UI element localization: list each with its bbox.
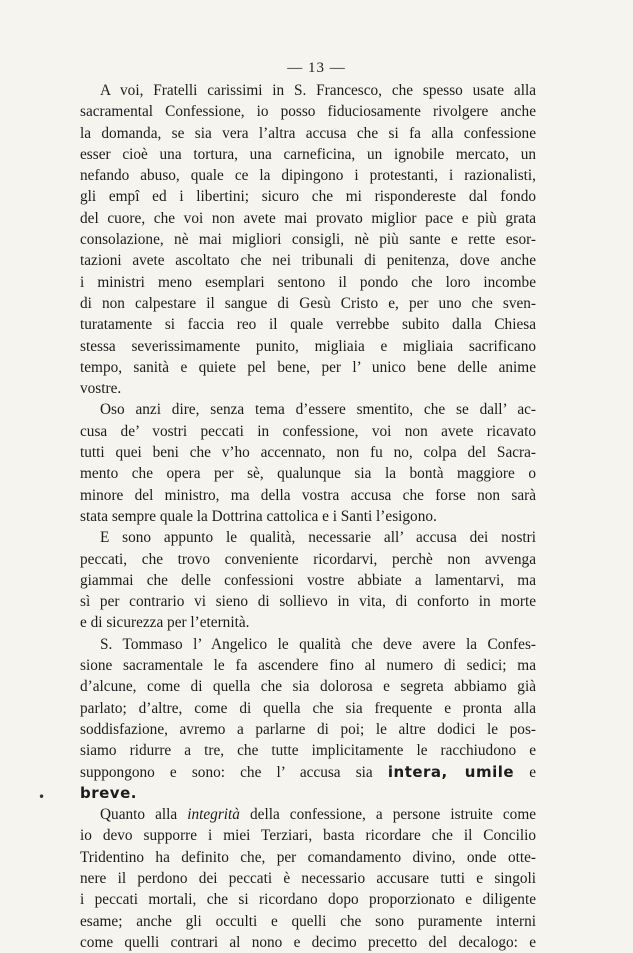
text-line: A voi, Fratelli carissimi in S. Francesco, che spesso usate alla — [100, 82, 536, 99]
text-line: tutti quei beni che v’ho accennato, non fu no, colpa del Sacra- — [80, 444, 536, 462]
text-line-mixed — [80, 762, 536, 783]
text-line: tazioni avete ascoltato che nei tribunali di penitenza, dove anche — [80, 252, 536, 270]
text-line: parlato; d’altre, come di quella che sia frequente e pronta alla — [80, 699, 536, 717]
text-line: esame; anche gli occulti e quelli che sono puramente interni — [80, 912, 536, 930]
text-line: stata sempre quale la Dottrina cattolica e i Santi l’esigono. — [80, 507, 437, 525]
text-line: sione sacramentale le fa ascendere fino al numero di sedici; ma — [80, 657, 536, 675]
text-line: e di sicurezza per l’eternità. — [80, 614, 250, 632]
text-segment: e — [529, 763, 536, 781]
text-line-mixed — [80, 804, 536, 825]
emphasis-bold: breve. — [80, 783, 137, 802]
text-line: S. Tommaso l’ Angelico le qualità che deve avere la Confes- — [100, 635, 536, 653]
text-line: turatamente si faccia reo il quale verrebbe subito dalla Chiesa — [80, 316, 536, 334]
margin-mark: • — [38, 790, 46, 804]
text-line: E sono appunto le qualità, necessarie all’ accusa dei nostri — [100, 529, 536, 547]
text-line: soddisfazione, avremo a parlarne di poi; le altre dodici le pos- — [80, 720, 536, 738]
text-line: mento che opera per sè, qualunque sia la bontà maggiore o — [80, 465, 536, 483]
text-segment: della confessione, a persone istruite come — [250, 806, 537, 824]
text-line: sacramental Confessione, io posso fiduciosamente rivolgere anche — [80, 103, 536, 121]
text-line: sì per contrario vi sieno di sollievo in vita, di conforto in morte — [80, 593, 536, 611]
text-line: io devo supporre i miei Terziari, basta ricordare che il Concilio — [80, 827, 536, 845]
text-line: vostre. — [80, 380, 122, 398]
text-line: tempo, sanità e quiete pel bene, per l’ unico bene delle anime — [80, 358, 536, 376]
text-line: siamo ridurre a tre, che tutte implicitamente le racchiudono e — [80, 742, 536, 760]
text-line: gli empî ed i libertini; sicuro che mi rispondereste dal fondo — [80, 188, 536, 206]
text-line: nere il perdono dei peccati è necessario accusare tutti e singoli — [80, 869, 536, 887]
text-line: Oso anzi dire, senza tema d’essere smentito, che se dall’ ac- — [100, 401, 536, 419]
text-line — [80, 783, 536, 804]
text-line: peccati, che trovo conveniente ricordarvi, perchè non avvenga — [80, 550, 536, 568]
emphasis-bold: intera, umile — [387, 762, 515, 781]
text-line: stessa severissimamente punito, migliaia e migliaia sacrificano — [80, 337, 536, 355]
text-line: consolazione, nè mai migliori consigli, nè più sante e rette esor- — [80, 231, 536, 249]
text-segment: Quanto alla — [100, 806, 178, 824]
text-line: del cuore, che voi non avete mai provato miglior pace e più grata — [80, 209, 536, 227]
text-line: minore del ministro, ma della vostra accusa che forse non sarà — [80, 486, 536, 504]
text-line: esser cioè una tortura, una carneficina, un ignobile mercato, un — [80, 145, 536, 163]
emphasis-italic: integrità — [187, 806, 240, 824]
text-line: nefando abuso, quale ce la dipingono i protestanti, i razionalisti, — [80, 167, 536, 185]
text-line: Tridentino ha definito che, per comandamento divino, onde otte- — [80, 848, 536, 866]
text-line: i ministri meno esemplari sentono il pondo che loro incombe — [80, 273, 536, 291]
text-line: giammai che delle confessioni vostre abbiate a lamentarvi, ma — [80, 571, 536, 589]
text-segment: suppongono e sono: che l’ accusa sia — [80, 763, 373, 781]
text-line: d’alcune, come di quella che sia dolorosa e segreta abbiamo già — [80, 678, 536, 696]
text-line: di non calpestare il sangue di Gesù Cristo e, per uno che sven- — [80, 294, 536, 312]
body-text — [80, 80, 536, 953]
page-number: — 13 — — [287, 60, 346, 76]
text-line: come quelli contrari al nono e decimo precetto del decalogo: e — [80, 933, 536, 951]
text-line: la domanda, se sia vera l’altra accusa che si fa alla confessione — [80, 124, 536, 142]
text-line: i peccati mortali, che si ricordano dopo proporzionato e diligente — [80, 891, 536, 909]
text-line: cusa de’ vostri peccati in confessione, voi non avete ricavato — [80, 422, 536, 440]
